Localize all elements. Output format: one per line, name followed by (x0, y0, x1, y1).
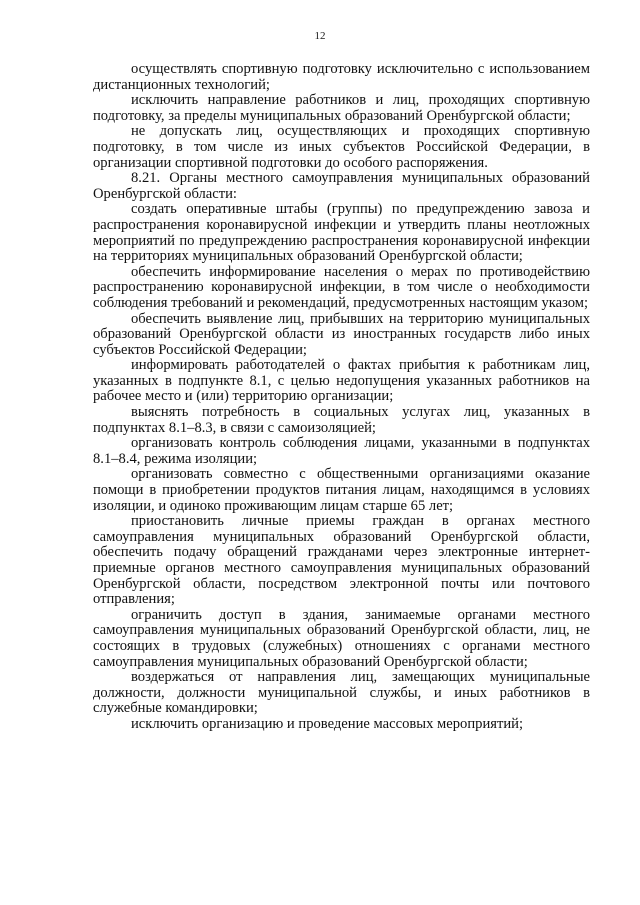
document-body (93, 62, 590, 733)
paragraph: организовать контроль соблюдения лицами, указанными в подпунктах 8.1–8.4, режима изоляции; (93, 435, 590, 467)
paragraph: обеспечить выявление лиц, прибывших на территорию муниципальных образований Оренбургской области из иностранных государств либо иных субъектов Российской Федерации; (93, 310, 590, 358)
paragraph: обеспечить информирование населения о мерах по противодействию распространению коронавирусной инфекции, в том числе о необходимости соблюдения требований и рекомендаций, предусмотренных настоящим указом; (93, 263, 590, 311)
page-number: 12 (314, 30, 326, 42)
paragraph: осуществлять спортивную подготовку исключительно с использованием дистанционных технологий; (93, 61, 590, 93)
paragraph: организовать совместно с общественными организациями оказание помощи в приобретении продуктов питания лицам, находящимся в условиях изоляции, и одиноко проживающим лицам старше 65 лет; (93, 466, 590, 514)
paragraph: информировать работодателей о фактах прибытия к работникам лиц, указанных в подпункте 8.1, с целью недопущения указанных работников на рабочее место и (или) территорию организации; (93, 357, 590, 405)
paragraph: исключить направление работников и лиц, проходящих спортивную подготовку, за пределы муниципальных образований Оренбургской области; (93, 92, 590, 124)
paragraph: воздержаться от направления лиц, замещающих муниципальные должности, должности муниципальной службы, и иных работников в служебные командировки; (93, 669, 590, 717)
paragraph: создать оперативные штабы (группы) по предупреждению завоза и распространения коронавирусной инфекции и утвердить планы неотложных мероприятий по предупреждению распространения коронавирусной инфекции на территориях муниципальных образований Оренбургской области; (93, 201, 590, 265)
paragraph: не допускать лиц, осуществляющих и проходящих спортивную подготовку, в том числе из иных субъектов Российской Федерации, в организации спортивной подготовки до особого распоряжения. (93, 123, 590, 171)
paragraph: исключить организацию и проведение массовых мероприятий; (131, 715, 524, 732)
paragraph: приостановить личные приемы граждан в органах местного самоуправления муниципальных образований Оренбургской области, обеспечить подачу обращений гражданами через электронные интернет-приемные органов местного самоуправления муниципальных образований Оренбургской области, посредством электронной почты или почтового отправления; (93, 513, 590, 608)
paragraph: выяснять потребность в социальных услугах лиц, указанных в подпунктах 8.1–8.3, в связи с самоизоляцией; (93, 404, 590, 436)
paragraph: ограничить доступ в здания, занимаемые органами местного самоуправления муниципальных образований Оренбургской области, лиц, не состоящих в трудовых (служебных) отношениях с органами местного самоуправления муниципальных образований Оренбургской области; (93, 606, 590, 670)
section-heading-8-21: 8.21. Органы местного самоуправления муниципальных образований Оренбургской области: (93, 170, 590, 202)
